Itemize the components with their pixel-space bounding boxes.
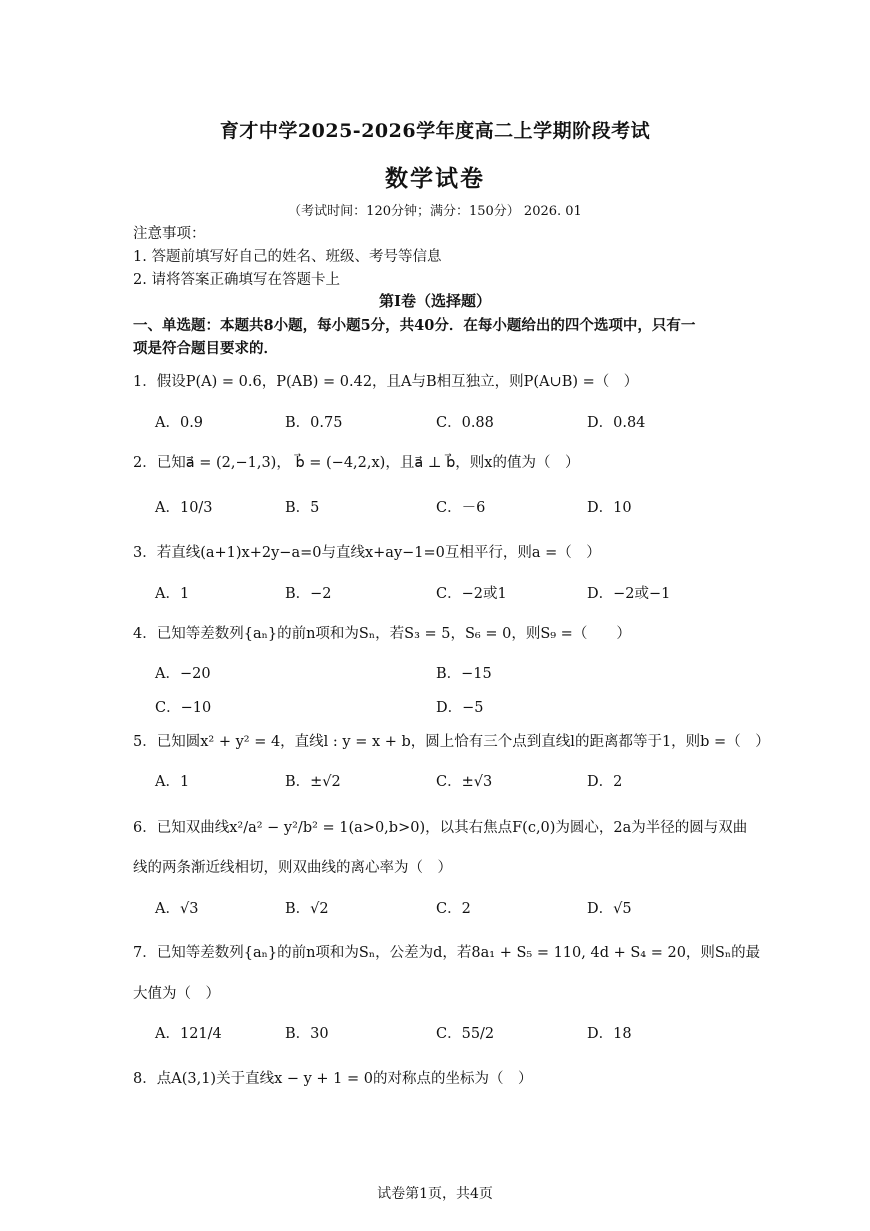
question-7-option-d: D．18: [587, 1026, 632, 1042]
page-footer: 试卷第1页，共4页: [377, 1186, 493, 1202]
question-3-option-a: A．1: [155, 586, 190, 602]
question-5-option-d: D．2: [587, 774, 623, 790]
section-title: 第Ⅰ卷（选择题）: [378, 292, 492, 310]
notice-item-1: 1. 答题前填写好自己的姓名、班级、考号等信息: [133, 249, 442, 265]
question-2-option-b: B．5: [285, 500, 320, 516]
question-6-option-c: C．2: [436, 901, 471, 917]
question-6-stem-line2: 线的两条渐近线相切，则双曲线的离心率为（ ）: [133, 860, 452, 876]
question-2-option-d: D．10: [587, 500, 632, 516]
question-1-option-a: A．0.9: [155, 415, 204, 431]
notice-item-2: 2. 请将答案正确填写在答题卡上: [133, 272, 340, 288]
exam-title: 育才中学2025-2026学年度高二上学期阶段考试: [219, 120, 651, 142]
question-1-option-b: B．0.75: [285, 415, 343, 431]
question-7-option-c: C．55/2: [436, 1026, 495, 1042]
question-3-option-d: D．−2或−1: [587, 586, 671, 602]
question-6-option-b: B．√2: [285, 901, 329, 917]
question-5-option-c: C．±√3: [436, 774, 493, 790]
question-1-option-d: D．0.84: [587, 415, 646, 431]
question-7-stem-line1: 7．已知等差数列{aₙ}的前n项和为Sₙ，公差为d，若8a₁ + S₅ = 110, 4d + S₄ = 20，则Sₙ的最: [133, 945, 761, 961]
question-4-option-b: B．−15: [436, 666, 492, 682]
question-2-stem: 2．已知a⃗ = (2,−1,3)， b⃗ = (−4,2,x)，且a⃗ ⊥ b⃗，则x的值为（ ）: [133, 455, 580, 471]
question-7-option-a: A．121/4: [155, 1026, 222, 1042]
question-5-option-a: A．1: [155, 774, 190, 790]
exam-subtitle: 数学试卷: [385, 165, 485, 192]
question-6-stem-line1: 6．已知双曲线x²/a² − y²/b² = 1(a>0,b>0)，以其右焦点F(c,0)为圆心，2a为半径的圆与双曲: [133, 820, 748, 836]
section-instruction-line1: 一、单选题：本题共8小题，每小题5分，共40分．在每小题给出的四个选项中，只有一: [133, 317, 696, 334]
question-8-stem: 8．点A(3,1)关于直线x − y + 1 = 0的对称点的坐标为（ ）: [133, 1071, 533, 1087]
exam-meta: （考试时间：120分钟；满分：150分） 2026. 01: [288, 204, 582, 219]
question-4-option-d: D．−5: [436, 700, 484, 716]
question-3-stem: 3．若直线(a+1)x+2y−a=0与直线x+ay−1=0互相平行，则a =（ ）: [133, 545, 601, 561]
question-1-stem: 1．假设P(A) = 0.6，P(AB) = 0.42，且A与B相互独立，则P(A∪B) =（ ）: [133, 374, 639, 390]
question-6-option-d: D．√5: [587, 901, 632, 917]
question-2-option-a: A．10/3: [155, 500, 213, 516]
question-3-option-c: C．−2或1: [436, 586, 507, 602]
question-7-option-b: B．30: [285, 1026, 329, 1042]
question-5-stem: 5．已知圆x² + y² = 4，直线l : y = x + b，圆上恰有三个点到直线l的距离都等于1，则b =（ ）: [133, 734, 770, 750]
question-5-option-b: B．±√2: [285, 774, 341, 790]
question-4-option-a: A．−20: [155, 666, 211, 682]
section-instruction-line2: 项是符合题目要求的．: [133, 340, 278, 357]
question-4-stem: 4．已知等差数列{aₙ}的前n项和为Sₙ，若S₃ = 5，S₆ = 0，则S₉ =（ ）: [133, 626, 631, 642]
question-4-option-c: C．−10: [155, 700, 212, 716]
question-1-option-c: C．0.88: [436, 415, 494, 431]
question-2-option-c: C．－6: [436, 500, 486, 516]
notice-heading: 注意事项：: [133, 226, 206, 242]
question-3-option-b: B．−2: [285, 586, 332, 602]
question-6-option-a: A．√3: [155, 901, 199, 917]
question-7-stem-line2: 大值为（ ）: [133, 986, 220, 1002]
